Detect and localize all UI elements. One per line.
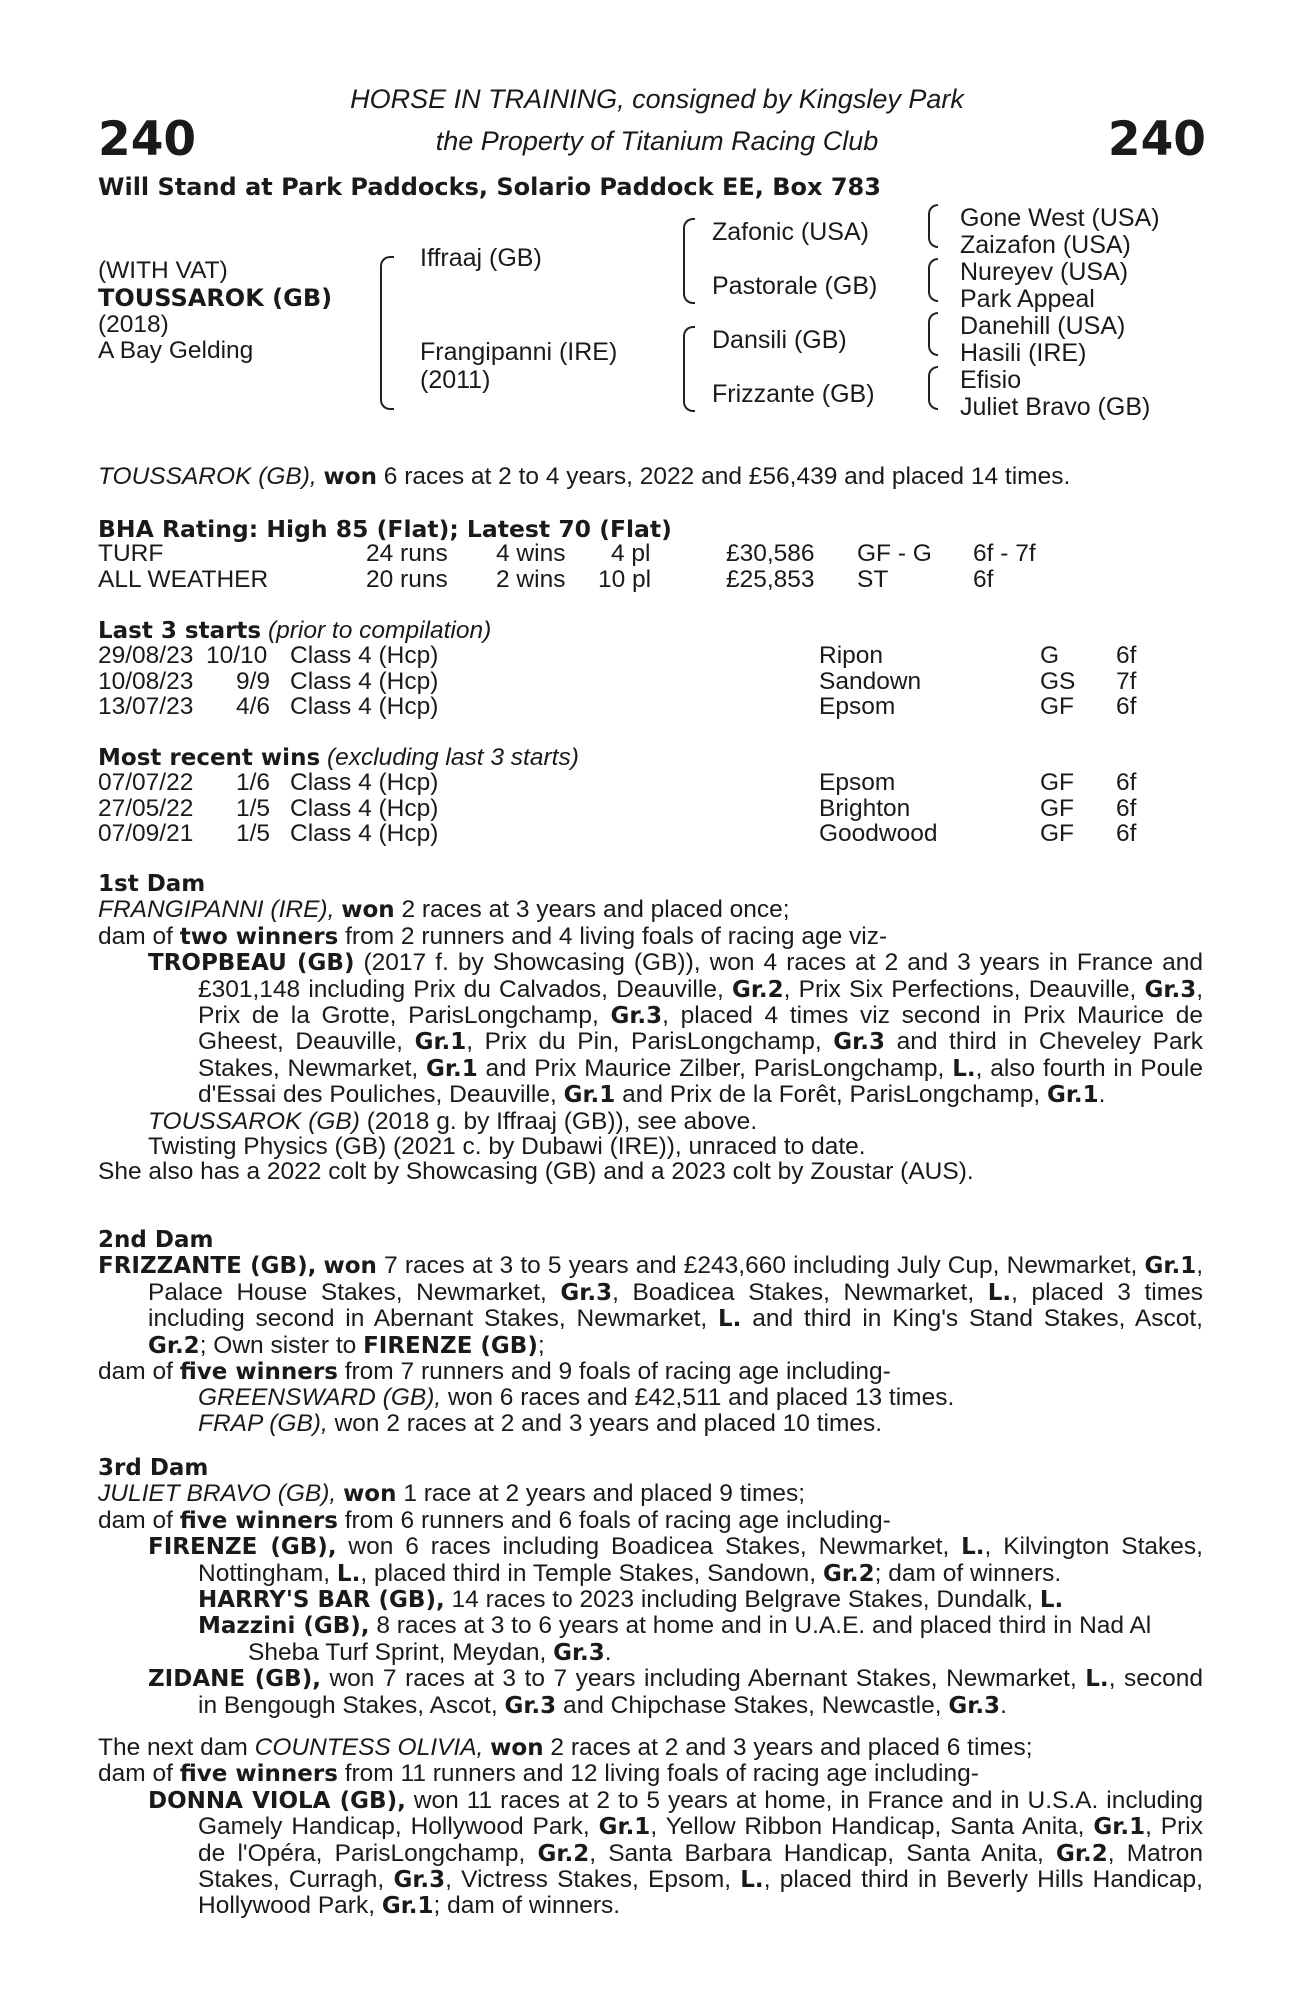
- last3-going: G: [1040, 642, 1060, 669]
- recent-date: 07/07/22: [98, 769, 194, 796]
- rating-cell: 2 wins: [496, 566, 566, 593]
- last3-date: 29/08/23: [98, 642, 194, 669]
- pedigree-ss: Zafonic (USA): [712, 218, 869, 246]
- rating-cell: 24 runs: [366, 540, 448, 567]
- pedigree-dss: Danehill (USA): [960, 312, 1126, 340]
- recent-dist: 6f: [1116, 820, 1137, 847]
- pedigree-brace: [683, 218, 695, 304]
- first-dam-heading: 1st Dam: [98, 871, 206, 897]
- recent-course: Epsom: [819, 769, 896, 796]
- rating-cell: £25,853: [726, 566, 815, 593]
- last3-course: Ripon: [819, 642, 884, 669]
- stand-location: Will Stand at Park Paddocks, Solario Paddock EE, Box 783: [98, 173, 881, 201]
- vat-note: (WITH VAT): [98, 257, 228, 284]
- pedigree-ds: Dansili (GB): [712, 326, 847, 354]
- recent-date: 27/05/22: [98, 795, 194, 822]
- pedigree-dsd: Hasili (IRE): [960, 339, 1087, 367]
- recent-going: GF: [1040, 795, 1075, 822]
- pedigree-sds: Nureyev (USA): [960, 258, 1129, 286]
- progeny-toussarok: TOUSSAROK (GB) (2018 g. by Iffraaj (GB)), see above.: [148, 1107, 758, 1135]
- lot-number-left: 240: [98, 112, 197, 167]
- rating-cell: 20 runs: [366, 566, 448, 593]
- second-dam-heading: 2nd Dam: [98, 1227, 214, 1253]
- recent-pos: 1/5: [236, 795, 271, 822]
- pedigree-dam: Frangipanni (IRE): [420, 338, 618, 366]
- pedigree-sire: Iffraaj (GB): [420, 244, 542, 272]
- recent-date: 07/09/21: [98, 820, 194, 847]
- pedigree-brace: [928, 312, 938, 356]
- recent-going: GF: [1040, 769, 1075, 796]
- last3-dist: 7f: [1116, 668, 1137, 695]
- last3-pos: 4/6: [236, 693, 271, 720]
- last3-course: Sandown: [819, 668, 922, 695]
- rating-row: TURF: [98, 540, 164, 567]
- last3-title: Last 3 starts (prior to compilation): [98, 617, 492, 644]
- recent-going: GF: [1040, 820, 1075, 847]
- second-dam-section: 2nd Dam FRIZZANTE (GB), won 7 races at 3 to 5 years and £243,660 including July Cup, Newmarket, Gr.1, Palace House Stakes, Newmarket, Gr.3, Boadicea Stakes, Newmarket, L., placed 3 times including second in Abernant Stakes, Newmarket, L. and third in King's Stand Stakes, Ascot, Gr.2; Own sister to FIRENZE (GB); dam of five winners from 7 runners and 9 foals of racing age including- GREENSWARD (GB), won 6 races and £42,511 and placed 13 times. FRAP (GB), won 2 races at 2 and 3 years and placed 10 times.: [98, 1227, 1204, 1437]
- rating-cell: 6f - 7f: [973, 540, 1036, 567]
- progeny-twisting-physics: Twisting Physics (GB) (2021 c. by Dubawi (IRE)), unraced to date.: [148, 1133, 866, 1161]
- pedigree-ddd: Juliet Bravo (GB): [960, 393, 1151, 421]
- last3-date: 10/08/23: [98, 668, 194, 695]
- recent-class: Class 4 (Hcp): [290, 769, 439, 796]
- recent-dist: 6f: [1116, 769, 1137, 796]
- last3-dist: 6f: [1116, 693, 1137, 720]
- last3-date: 13/07/23: [98, 693, 194, 720]
- recent-class: Class 4 (Hcp): [290, 820, 439, 847]
- recent-pos: 1/6: [236, 769, 271, 796]
- horse-description: A Bay Gelding: [98, 337, 254, 364]
- rating-cell: 6f: [973, 566, 994, 593]
- pedigree-brace: [928, 204, 938, 248]
- bha-rating-title: BHA Rating: High 85 (Flat); Latest 70 (Flat): [98, 515, 672, 543]
- rating-cell: GF - G: [857, 540, 932, 567]
- pedigree-brace: [928, 366, 938, 410]
- recent-wins-title: Most recent wins (excluding last 3 starts): [98, 744, 579, 771]
- header-consignor: HORSE IN TRAINING, consigned by Kingsley Park: [350, 84, 964, 114]
- last3-course: Epsom: [819, 693, 896, 720]
- last3-class: Class 4 (Hcp): [290, 668, 439, 695]
- rating-cell: 10 pl: [598, 566, 652, 593]
- pedigree-brace: [928, 258, 938, 302]
- pedigree-ssd: Zaizafon (USA): [960, 231, 1131, 259]
- last3-going: GS: [1040, 668, 1076, 695]
- race-summary: TOUSSAROK (GB), won 6 races at 2 to 4 years, 2022 and £56,439 and placed 14 times.: [98, 463, 1071, 490]
- recent-class: Class 4 (Hcp): [290, 795, 439, 822]
- pedigree-brace: [380, 256, 394, 410]
- recent-pos: 1/5: [236, 820, 271, 847]
- horse-name: TOUSSAROK (GB): [98, 284, 333, 312]
- rating-cell: £30,586: [726, 540, 815, 567]
- progeny-tropbeau: TROPBEAU (GB) (2017 f. by Showcasing (GB)), won 4 races at 2 and 3 years in France and £301,148 including Prix du Calvados, Deauville, Gr.2, Prix Six Perfections, Deauville, Gr.3, Prix de la Grotte, ParisLongchamp, Gr.3, placed 4 times viz second in Prix Maurice de Gheest, Deauville, Gr.1, Prix du Pin, ParisLongchamp, Gr.3 and third in Cheveley Park Stakes, Newmarket, Gr.1 and Prix Maurice Zilber, ParisLongchamp, L., also fourth in Poule d'Essai des Pouliches, Deauville, Gr.1 and Prix de la Forêt, ParisLongchamp, Gr.1.: [148, 949, 1204, 1109]
- pedigree-dd: Frizzante (GB): [712, 380, 875, 408]
- recent-dist: 6f: [1116, 795, 1137, 822]
- pedigree-sss: Gone West (USA): [960, 204, 1160, 232]
- last3-class: Class 4 (Hcp): [290, 642, 439, 669]
- first-dam-section: 1st Dam FRANGIPANNI (IRE), won 2 races at 3 years and placed once; dam of two winners from 2 runners and 4 living foals of racing age viz- TROPBEAU (GB) (2017 f. by Showcasing (GB)), won 4 races at 2 and 3 years in France and £301,148 including Prix du Calvados, Deauville, Gr.2, Prix Six Perfections, Deauville, Gr.3, Prix de la Grotte, ParisLongchamp, Gr.3, placed 4 times viz second in Prix Maurice de Gheest, Deauville, Gr.1, Prix du Pin, ParisLongchamp, Gr.3 and third in Cheveley Park Stakes, Newmarket, Gr.1 and Prix Maurice Zilber, ParisLongchamp, L., also fourth in Poule d'Essai des Pouliches, Deauville, Gr.1 and Prix de la Forêt, ParisLongchamp, Gr.1. TOUSSAROK (GB) (2018 g. by Iffraaj (GB)), see above. Twisting Physics (GB) (2021 c. by Dubawi (IRE)), unraced to date. She also has a 2022 colt by Showcasing (GB) and a 2023 colt by Zoustar (AUS).: [98, 871, 1204, 1186]
- rating-cell: 4 pl: [611, 540, 651, 567]
- recent-course: Brighton: [819, 795, 911, 822]
- last3-dist: 6f: [1116, 642, 1137, 669]
- last3-class: Class 4 (Hcp): [290, 693, 439, 720]
- last3-going: GF: [1040, 693, 1075, 720]
- pedigree-dam-year: (2011): [420, 366, 491, 394]
- rating-cell: ST: [857, 566, 889, 593]
- third-dam-section: 3rd Dam JULIET BRAVO (GB), won 1 race at 2 years and placed 9 times; dam of five winners from 6 runners and 6 foals of racing age including- FIRENZE (GB), won 6 races including Boadicea Stakes, Newmarket, L., Kilvington Stakes, Nottingham, L., placed third in Temple Stakes, Sandown, Gr.2; dam of winners. HARRY'S BAR (GB), 14 races to 2023 including Belgrave Stakes, Dundalk, L. Mazzini (GB), 8 races at 3 to 6 years at home and in U.A.E. and placed third in Nad Al Sheba Turf Sprint, Meydan, Gr.3. ZIDANE (GB), won 7 races at 3 to 7 years including Abernant Stakes, Newmarket, L., second in Bengough Stakes, Ascot, Gr.3 and Chipchase Stakes, Newcastle, Gr.3.: [98, 1455, 1204, 1719]
- recent-course: Goodwood: [819, 820, 938, 847]
- rating-cell: 4 wins: [496, 540, 566, 567]
- last3-pos: 9/9: [236, 668, 271, 695]
- rating-row: ALL WEATHER: [98, 566, 269, 593]
- pedigree-brace: [683, 326, 695, 412]
- pedigree-sd: Pastorale (GB): [712, 272, 878, 300]
- pedigree-dds: Efisio: [960, 366, 1022, 394]
- horse-year: (2018): [98, 311, 169, 338]
- last3-pos: 10/10: [206, 642, 268, 669]
- pedigree-sdd: Park Appeal: [960, 285, 1095, 313]
- next-dam-section: The next dam COUNTESS OLIVIA, won 2 races at 2 and 3 years and placed 6 times; dam of five winners from 11 runners and 12 living foals of racing age including- DONNA VIOLA (GB), won 11 races at 2 to 5 years at home, in France and in U.S.A. including Gamely Handicap, Hollywood Park, Gr.1, Yellow Ribbon Handicap, Santa Anita, Gr.1, Prix de l'Opéra, ParisLongchamp, Gr.2, Santa Barbara Handicap, Santa Anita, Gr.2, Matron Stakes, Curragh, Gr.3, Victress Stakes, Epsom, L., placed third in Beverly Hills Handicap, Hollywood Park, Gr.1; dam of winners.: [98, 1734, 1204, 1920]
- lot-number-right: 240: [1107, 112, 1206, 167]
- third-dam-heading: 3rd Dam: [98, 1455, 209, 1481]
- header-property: the Property of Titanium Racing Club: [435, 126, 879, 156]
